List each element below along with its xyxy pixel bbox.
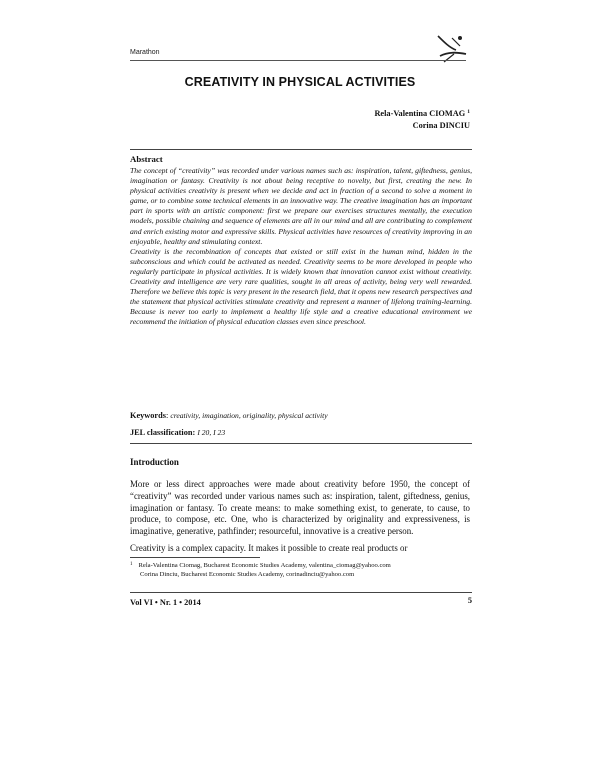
header-divider <box>130 60 466 61</box>
keywords-line: Keywords: creativity, imagination, originality, physical activity <box>130 411 328 420</box>
footnote <box>130 561 472 571</box>
footnote-mark: 1 <box>130 562 133 567</box>
jel-line <box>130 428 225 437</box>
keywords-value: creativity, imagination, originality, physical activity <box>170 411 328 420</box>
footnotes <box>130 561 472 579</box>
introduction-paragraph: More or less direct approaches were made about creativity before 1950, the concept of “creativity” was recorded under various names such as: inspiration, talent, giftedness, genius, imagination or fantasy. To create means: to make something exist, to generate, to cause, to produce, to compose, etc. One, who is characterized by originality and expressiveness, is imaginative, generative, pathfinder; resourceful, innovative is a creative person. <box>130 479 470 537</box>
author-block <box>374 107 470 131</box>
page-number: 5 <box>467 596 472 605</box>
footnote-divider <box>130 557 260 558</box>
abstract-body <box>130 166 472 328</box>
author-name: Rela-Valentina CIOMAG <box>374 109 466 118</box>
journal-name: Marathon <box>130 49 160 56</box>
footnote-text: Corina Dinciu, Bucharest Economic Studies Academy, corinadinciu@yahoo.com <box>140 570 355 578</box>
abstract-paragraph: The concept of “creativity” was recorded under various names such as: inspiration, talent, giftedness, genius, imagination or fantasy. Creativity is not about being receptive to novelty, but first, creating the new. In physical activities creativity is present when we decide and act in fraction of a second to solve a moment in game, or to combine some technical elements in an innovative way. The creative imagination has an important part in sports with an artistic component: first we prepare our exercises structures mentally, the execution models, possible chaining and sequence of elements are all in our mind and all are contributing to complement and enrich existing motor and expressive skills. Physical activities have resources of creativity improving in an enjoyable, healthy and stimulating context. <box>130 166 472 246</box>
article-title: CREATIVITY IN PHYSICAL ACTIVITIES <box>184 75 416 89</box>
abstract-heading: Abstract <box>130 154 163 164</box>
author-name: Corina DINCIU <box>412 120 470 130</box>
author-line <box>374 107 470 120</box>
keywords-label: Keywords <box>130 411 166 420</box>
issue-info: Vol VI • Nr. 1 • 2014 <box>130 598 201 607</box>
author-footnote-mark: 1 <box>467 109 470 115</box>
introduction-body <box>130 479 470 560</box>
abstract-top-divider <box>130 149 472 150</box>
author-line <box>374 120 470 132</box>
footnote <box>130 571 472 580</box>
footnote-text: Rela-Valentina Ciomag, Bucharest Economic Studies Academy, valentina_ciomag@yahoo.com <box>138 562 391 569</box>
jel-label: JEL classification: <box>130 428 196 437</box>
introduction-paragraph: Creativity is a complex capacity. It makes it possible to create real products or <box>130 542 408 553</box>
abstract-bottom-divider <box>130 443 472 444</box>
footer-divider <box>130 592 472 593</box>
introduction-heading: Introduction <box>130 457 179 467</box>
abstract-paragraph: Creativity is the recombination of concepts that existed or still exist in the human mind, hidden in the subconscious and which could be activated as needed. Creativity seems to be more developed in people who regularly participate in physical activities. It is widely known that innovation cannot exist without creativity. Creativity and intelligence are very rare qualities, sought in all areas of activity, being very well rewarded. Therefore we believe this topic is very present in the research field, that it opens new research perspectives and the statement that physical activities stimulate creativity and represent a manner of lifelong training-learning. Because is never too early to implement a healthy life style and a creative educational environment we recommend the initiation of physical education classes even since preschool. <box>130 246 472 327</box>
jel-value: I 20, I 23 <box>197 428 226 437</box>
